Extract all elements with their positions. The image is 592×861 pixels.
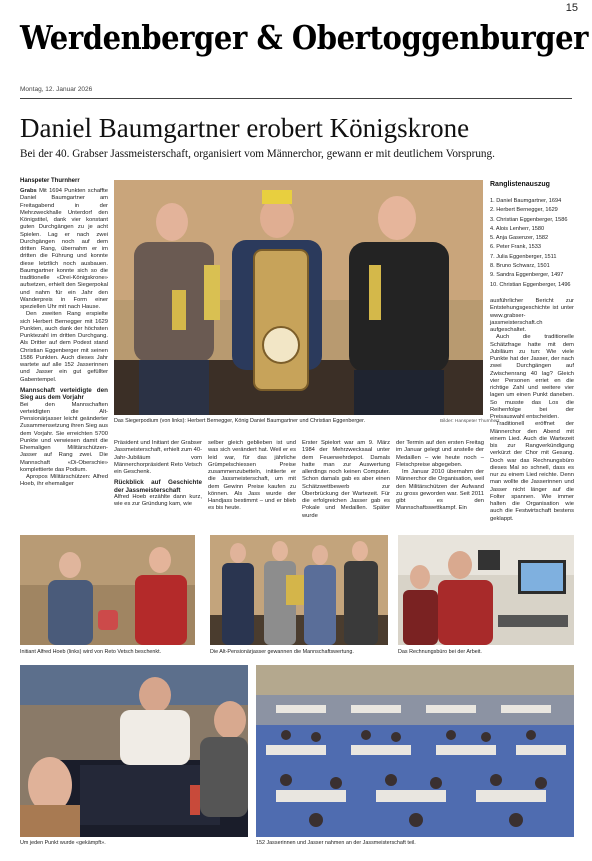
ranking-item: 5. Anja Gasenzer, 1582 [490,235,549,242]
photo-caption-hall: 152 Jasserinnen und Jasser nahmen an der Jassmeisterschaft teil. [256,840,416,846]
article-author: Hanspeter Thurnherr [20,178,80,184]
text-column-6 [490,298,574,523]
ranking-item: 3. Christian Eggenberger, 1586 [490,216,568,223]
col5-paragraph-1: der Termin auf den ersten Freitag im Januar gelegt und anstelle der Medaillen – wie heute noch – Fleischpreise abgegeben. [396,440,484,468]
masthead-rule [20,98,572,99]
ranking-item: 10. Christian Eggenberger, 1496 [490,281,571,288]
photo-scoring-office [398,535,574,645]
col2-paragraph-1: Präsident und Initiant der Grabser Jassmeisterschaft, erhielt zum 40-Jahr-Jubiläum vom Männerchorpräsident Reto Vetsch ein Geschenk. [114,440,202,475]
photo-caption-team: Die Alt-Pensionärjasser gewannen die Mannschaftswertung. [210,649,354,655]
ranking-item: 4. Alois Lenherr, 1580 [490,225,545,232]
main-photo-caption: Das Siegerpodium (von links): Herbert Bernegger, König Daniel Baumgartner und Christian Eggenberger. [114,418,366,424]
text-column-2 [114,440,202,509]
col6-paragraph-1: ausführlicher Bericht zur Entstehungsgeschichte ist unter www.grabser-jassmeisterschaft.ch aufgeschaltet. [490,298,574,333]
ranking-item: 9. Sandra Eggenberger, 1497 [490,272,564,279]
ranking-list [490,197,574,290]
text-column-5 [396,440,484,513]
page-number: 15 [565,2,578,14]
ranking-item: 2. Herbert Bernegger, 1629 [490,207,558,214]
photo-card-players [20,665,248,837]
newspaper-masthead: Werdenberger & Obertoggenburger [20,18,589,57]
col5-paragraph-2: Im Januar 2010 übernahm der Männerchor die Organisation, weil den Militärschützen der Aufwand zu gross geworden war. Seit 2011 gibt es den Mannschaftswettkampf. Ein [396,469,484,512]
col6-paragraph-3: Traditionell eröffnet der Männerchor den Abend mit einem Lied. Auch die Wartezeit bis zur Rangverkündigung verkürzt der Chor mit Gesang. Doch war das Rechnungsbüro dieses Mal so schnell, dass es nur zu einem Lied reichte. Denn man wollte die Jasserinnen und Jasser nicht länger auf die Folter spannen. Wie immer halten die Organisation wie auch die Festwirtschaft bestens geklappt. [490,421,574,522]
col3-paragraph-1: selber gleich geblieben ist und was sich verändert hat. Weil er es leid war, für das jährliche Grümpelschiessen Preise zusammenzubetteln, initiierte er die Jassmeisterschaft, um mit dem Gewinn Preise kaufen zu können. Als Jass wurde der Handjass bestimmt – und er blieb es bis heute. [208,440,296,512]
col6-paragraph-2: Auch die traditionelle Schätzfrage hatte mit dem Jubiläum zu tun: Wie viele Punkte hat der Jasser, der nach zwei Durchgängen auf Zwischenrang 40 lag? Gleich vier Personen erriet en die richtige Zahl und weitere vier lagen um einen Punkt daneben. So musste das Los die Reihenfolge bei der Preisauswahl entscheiden. [490,334,574,420]
col1-paragraph-4: Apropos Militärschützen: Alfred Hoeb, ihr ehemaliger [20,474,108,488]
col1-paragraph-1: Mit 1694 Punkten schaffte Daniel Baumgartner am Freitagabend in der Mehrzweckhalle Unterdorf den Königstitel, dank vier konstant guten Durchgängen zu je acht Spielen. Lag er nach zwei Durchgängen noch auf dem dritten Rang, übernahm er im dritten die Führung und konnte diese letztlich noch ausbauen. Baumgartner konnte sich so die traditionelle «Drei-Königskrone» aufsetzen, erhielt den Siegerpokal und nahm für ein Jahr den Wanderpreis in Form einer speziellen Uhr mit nach Hause. [20,188,108,310]
article-subheadline: Bei der 40. Grabser Jassmeisterschaft, organisiert vom Männerchor, gewann er mit deutlichem Vorsprung. [20,148,495,160]
text-column-1 [20,188,108,489]
ranking-item: 1. Daniel Baumgartner, 1694 [490,198,562,204]
col2-subheading: Rückblick auf Geschichte der Jassmeisterschaft [114,479,202,494]
dateline: Montag, 12. Januar 2026 [20,86,93,93]
ranking-item: 6. Peter Frank, 1533 [490,244,541,251]
col2-paragraph-2: Alfred Hoeb erzählte dann kurz, wie es zur Gründung kam, wie [114,494,202,508]
photo-caption-scoring: Das Rechnungsbüro bei der Arbeit. [398,649,482,655]
article-headline: Daniel Baumgartner erobert Königskrone [20,113,470,143]
text-column-4 [302,440,390,520]
dateline-place: Grabs [20,188,37,194]
photo-credit: Bilder: Hanspeter Thurnherr [440,419,500,424]
photo-hall-overview [256,665,574,837]
ranking-item: 8. Bruno Schwarz, 1501 [490,263,550,270]
ranking-item: 7. Julia Eggenberger, 1511 [490,253,557,260]
ranking-title: Ranglistenauszug [490,181,550,188]
col1-subheading: Mannschaft verteidigte den Sieg aus dem Vorjahr [20,386,108,402]
main-photo-podium [114,180,483,415]
col4-paragraph-1: Erster Spielort war am 9. März 1984 der Mehrzwecksaal unter dem Feuerwehrdepot. Damals hatte man zur Auswertung allerdings noch keinen Computer. Schon damals gab es aber einen Schätzwettbewerb zur Überbrückung der Wartezeit. Für die erfolgreichen Jasser gab es Pokale und Medaillen. Später wurde [302,440,390,519]
text-column-3 [208,440,296,513]
photo-caption-players: Um jeden Punkt wurde «gekämpft». [20,840,106,846]
col1-paragraph-2: Den zweiten Rang erspielte sich Herbert Bernegger mit 1629 Punkten, auch dank der höchsten Punktezahl im dritten Durchgang. Als Dritter auf dem Podest stand Christian Eggenberger mit seinen 1586 Punkten. Auch dieses Jahr wartete auf alle 152 Jasserinnen und Jasser ein gut gefüllter Gabentempel. [20,311,108,383]
col1-paragraph-3: Bei den Mannschaften verteidigten die Alt-Pensionärjasser leicht geänderter Zusammensetzung ihren Sieg aus dem Vorjahr. Sie erreichten 5700 Punkte und verwiesen damit die Ehemaligen Militärschützen-Jasser auf Rang zwei. Die Mannschaft «Di-Oberschie» komplettierte das Podium. [20,401,108,473]
photo-caption-hoeb: Initiant Alfred Hoeb (links) wird von Reto Vetsch beschenkt. [20,649,162,655]
photo-hoeb-vetsch [20,535,195,645]
photo-team-winners [210,535,388,645]
